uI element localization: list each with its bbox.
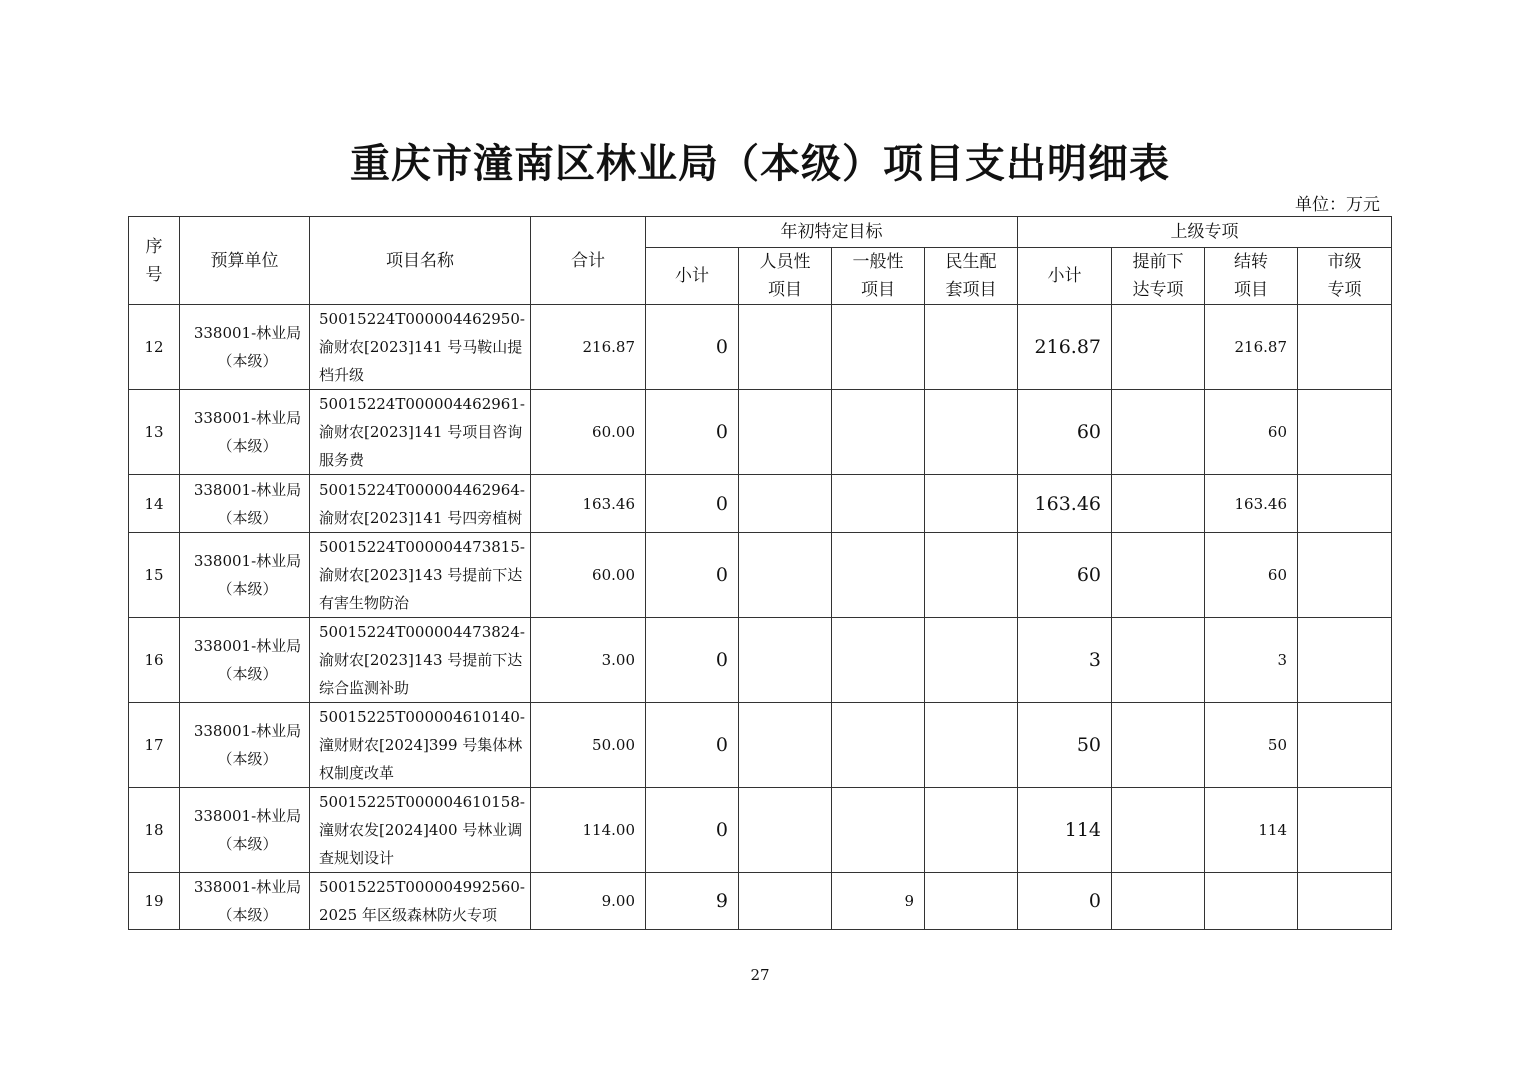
- table-row: [129, 305, 1392, 390]
- header-general: 一般性项目: [832, 248, 925, 305]
- cell-annual-subtotal: 0: [646, 390, 739, 475]
- header-advance: 提前下达专项: [1112, 248, 1205, 305]
- cell-budget-unit: 338001-林业局（本级）: [180, 390, 310, 475]
- cell-annual-subtotal: 0: [646, 475, 739, 533]
- cell-carryover: 216.87: [1205, 305, 1298, 390]
- cell-budget-unit: 338001-林业局（本级）: [180, 873, 310, 930]
- cell-personnel: [739, 788, 832, 873]
- unit-label: 单位：万元: [1295, 195, 1380, 215]
- cell-total: 3.00: [531, 618, 646, 703]
- cell-sup-subtotal: 0: [1018, 873, 1112, 930]
- page-title: 重庆市潼南区林业局（本级）项目支出明细表: [350, 140, 1170, 187]
- cell-seq: 15: [129, 533, 180, 618]
- cell-budget-unit: 338001-林业局（本级）: [180, 475, 310, 533]
- cell-sup-subtotal: 60: [1018, 533, 1112, 618]
- cell-sup-subtotal: 216.87: [1018, 305, 1112, 390]
- table-row: [129, 533, 1392, 618]
- cell-total: 60.00: [531, 533, 646, 618]
- header-carryover: 结转项目: [1205, 248, 1298, 305]
- cell-annual-subtotal: 0: [646, 703, 739, 788]
- cell-annual-subtotal: 0: [646, 305, 739, 390]
- cell-general: 9: [832, 873, 925, 930]
- cell-sup-subtotal: 50: [1018, 703, 1112, 788]
- cell-city: [1298, 533, 1392, 618]
- cell-budget-unit: 338001-林业局（本级）: [180, 788, 310, 873]
- cell-advance: [1112, 618, 1205, 703]
- header-project-name: 项目名称: [310, 217, 531, 305]
- table-row: [129, 390, 1392, 475]
- cell-general: [832, 475, 925, 533]
- cell-advance: [1112, 873, 1205, 930]
- cell-seq: 18: [129, 788, 180, 873]
- cell-sup-subtotal: 163.46: [1018, 475, 1112, 533]
- cell-advance: [1112, 703, 1205, 788]
- cell-project-name: 50015224T000004462961-渝财农[2023]141 号项目咨询服务费: [310, 390, 531, 475]
- cell-city: [1298, 475, 1392, 533]
- cell-livelihood: [925, 703, 1018, 788]
- page-number: 27: [750, 966, 770, 984]
- cell-carryover: [1205, 873, 1298, 930]
- cell-general: [832, 703, 925, 788]
- cell-total: 9.00: [531, 873, 646, 930]
- cell-sup-subtotal: 3: [1018, 618, 1112, 703]
- cell-carryover: 163.46: [1205, 475, 1298, 533]
- cell-personnel: [739, 533, 832, 618]
- cell-seq: 19: [129, 873, 180, 930]
- cell-total: 163.46: [531, 475, 646, 533]
- cell-total: 60.00: [531, 390, 646, 475]
- header-annual-subtotal: 小计: [646, 248, 739, 305]
- cell-seq: 16: [129, 618, 180, 703]
- project-expense-table: [128, 216, 1392, 930]
- cell-personnel: [739, 873, 832, 930]
- cell-project-name: 50015225T000004992560-2025 年区级森林防火专项: [310, 873, 531, 930]
- cell-annual-subtotal: 0: [646, 788, 739, 873]
- table-row: [129, 873, 1392, 930]
- table-row: [129, 703, 1392, 788]
- cell-livelihood: [925, 618, 1018, 703]
- header-total: 合计: [531, 217, 646, 305]
- cell-total: 50.00: [531, 703, 646, 788]
- cell-project-name: 50015224T000004462950-渝财农[2023]141 号马鞍山提档升级: [310, 305, 531, 390]
- cell-carryover: 3: [1205, 618, 1298, 703]
- header-group-annual: 年初特定目标: [646, 217, 1018, 248]
- cell-city: [1298, 618, 1392, 703]
- cell-general: [832, 305, 925, 390]
- cell-advance: [1112, 475, 1205, 533]
- cell-personnel: [739, 390, 832, 475]
- cell-budget-unit: 338001-林业局（本级）: [180, 618, 310, 703]
- cell-annual-subtotal: 0: [646, 533, 739, 618]
- cell-sup-subtotal: 114: [1018, 788, 1112, 873]
- cell-general: [832, 788, 925, 873]
- cell-seq: 14: [129, 475, 180, 533]
- header-budget-unit: 预算单位: [180, 217, 310, 305]
- cell-advance: [1112, 390, 1205, 475]
- cell-budget-unit: 338001-林业局（本级）: [180, 703, 310, 788]
- cell-city: [1298, 703, 1392, 788]
- cell-livelihood: [925, 390, 1018, 475]
- header-personnel: 人员性项目: [739, 248, 832, 305]
- cell-seq: 13: [129, 390, 180, 475]
- header-livelihood: 民生配套项目: [925, 248, 1018, 305]
- cell-general: [832, 618, 925, 703]
- cell-project-name: 50015224T000004473824-渝财农[2023]143 号提前下达综合监测补助: [310, 618, 531, 703]
- cell-annual-subtotal: 9: [646, 873, 739, 930]
- cell-city: [1298, 305, 1392, 390]
- cell-advance: [1112, 788, 1205, 873]
- cell-annual-subtotal: 0: [646, 618, 739, 703]
- cell-total: 216.87: [531, 305, 646, 390]
- table-row: [129, 475, 1392, 533]
- cell-personnel: [739, 305, 832, 390]
- cell-seq: 17: [129, 703, 180, 788]
- cell-general: [832, 533, 925, 618]
- cell-seq: 12: [129, 305, 180, 390]
- cell-city: [1298, 873, 1392, 930]
- cell-total: 114.00: [531, 788, 646, 873]
- cell-sup-subtotal: 60: [1018, 390, 1112, 475]
- cell-project-name: 50015225T000004610140-潼财财农[2024]399 号集体林权制度改革: [310, 703, 531, 788]
- cell-livelihood: [925, 788, 1018, 873]
- cell-carryover: 114: [1205, 788, 1298, 873]
- cell-city: [1298, 788, 1392, 873]
- cell-carryover: 60: [1205, 533, 1298, 618]
- cell-carryover: 60: [1205, 390, 1298, 475]
- cell-project-name: 50015224T000004462964-渝财农[2023]141 号四旁植树: [310, 475, 531, 533]
- header-city: 市级专项: [1298, 248, 1392, 305]
- cell-budget-unit: 338001-林业局（本级）: [180, 305, 310, 390]
- cell-personnel: [739, 618, 832, 703]
- cell-livelihood: [925, 305, 1018, 390]
- cell-personnel: [739, 703, 832, 788]
- cell-project-name: 50015225T000004610158-潼财农发[2024]400 号林业调查规划设计: [310, 788, 531, 873]
- cell-general: [832, 390, 925, 475]
- cell-livelihood: [925, 873, 1018, 930]
- table-row: [129, 618, 1392, 703]
- cell-project-name: 50015224T000004473815-渝财农[2023]143 号提前下达有害生物防治: [310, 533, 531, 618]
- header-seq: 序号: [129, 217, 180, 305]
- cell-advance: [1112, 305, 1205, 390]
- cell-carryover: 50: [1205, 703, 1298, 788]
- cell-advance: [1112, 533, 1205, 618]
- cell-livelihood: [925, 475, 1018, 533]
- header-group-superior: 上级专项: [1018, 217, 1392, 248]
- cell-livelihood: [925, 533, 1018, 618]
- cell-personnel: [739, 475, 832, 533]
- table-row: [129, 788, 1392, 873]
- cell-city: [1298, 390, 1392, 475]
- header-sup-subtotal: 小计: [1018, 248, 1112, 305]
- cell-budget-unit: 338001-林业局（本级）: [180, 533, 310, 618]
